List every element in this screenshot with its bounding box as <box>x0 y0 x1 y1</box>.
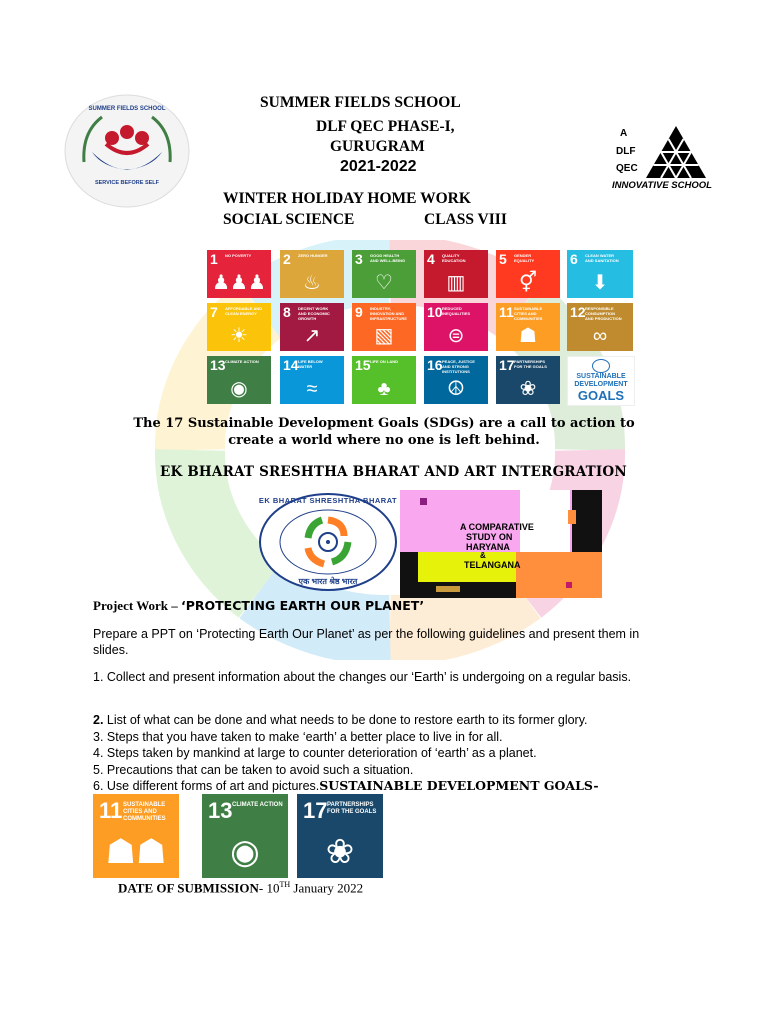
featured-goal-title: SUSTAINABLE CITIES AND COMMUNITIES <box>123 802 166 822</box>
submission-sup: TH <box>279 880 291 889</box>
sdg-logo-line-1: SUSTAINABLE <box>576 373 626 380</box>
branch-line-1: DLF QEC PHASE-I, <box>316 118 455 135</box>
art-dot-orange <box>568 510 576 524</box>
featured-goal-17 <box>297 794 383 878</box>
sdg-tile-11 <box>496 303 560 351</box>
sdg-tile-number: 5 <box>499 251 507 267</box>
art-text-1: A COMPARATIVE <box>460 522 534 532</box>
sdg-tile-number: 6 <box>570 251 578 267</box>
sdg-tile-number: 2 <box>283 251 291 267</box>
sdg-goal-14-icon: ≈ <box>306 378 318 400</box>
sdg-caption-line-1: The 17 Sustainable Development Goals (SDGs) are a call to action to <box>133 416 635 431</box>
logo-ring-text-bottom: SERVICE BEFORE SELF <box>94 180 160 186</box>
branch-line-2: GURUGRAM <box>330 138 425 155</box>
sdg-goal-6-icon: ⬇ <box>591 272 609 294</box>
un-emblem-icon <box>592 359 610 373</box>
sdg-tile-number: 16 <box>427 357 443 373</box>
sdg-tile-title: REDUCED INEQUALITIES <box>442 306 471 316</box>
project-intro: Prepare a PPT on ‘Protecting Earth Our Planet’ as per the following guidelines and present them in slides. <box>93 627 640 657</box>
ebsb-heading: EK BHARAT SRESHTHA BHARAT AND ART INTERGRATION <box>160 464 627 480</box>
sdg-tile-title: CLEAN WATER AND SANITATION <box>585 253 619 263</box>
point-2-text: List of what can be done and what needs to be done to restore earth to its former glory. <box>103 713 588 727</box>
sdg-tile-number: 15 <box>355 357 371 373</box>
art-text-3: HARYANA <box>466 542 510 552</box>
sdg-goal-2-icon: ♨ <box>303 272 321 294</box>
badge-a: A <box>620 128 628 139</box>
sdg-goal-1-icon: ♟♟♟ <box>212 272 266 294</box>
ebsb-logo-text-bottom: एक भारत श्रेष्ठ भारत <box>298 577 358 586</box>
homework-title: WINTER HOLIDAY HOME WORK <box>223 190 471 207</box>
sdg-tile-title: PARTNERSHIPS FOR THE GOALS <box>514 359 547 369</box>
sdg-goal-17-icon: ❀ <box>519 378 537 400</box>
subject-name: SOCIAL SCIENCE <box>223 211 355 228</box>
sdg-tile-title: LIFE BELOW WATER <box>298 359 323 369</box>
sdg-tile-title: RESPONSIBLE CONSUMPTION AND PRODUCTION <box>585 306 622 321</box>
featured-goal-number: 17 <box>303 798 328 823</box>
project-point-6 <box>93 778 693 794</box>
project-point-4: 4. Steps taken by mankind at large to counter deterioration of ‘earth’ as a planet. <box>93 746 537 760</box>
sdg-goal-15-icon: ♣ <box>377 378 391 400</box>
sdg-goal-7-icon: ☀ <box>230 325 248 347</box>
sdg-tile-title: CLIMATE ACTION <box>225 359 259 364</box>
art-block-orange <box>516 552 602 598</box>
sdg-tile-title: LIFE ON LAND <box>370 359 398 364</box>
featured-goals <box>93 794 393 878</box>
sdg-tile-number: 1 <box>210 251 218 267</box>
triangle-logo-icon <box>646 126 706 178</box>
submission-dash: - 10 <box>258 880 280 896</box>
art-text-5: TELANGANA <box>464 560 521 570</box>
project-label: Project Work – <box>93 598 181 613</box>
featured-goal-title: CLIMATE ACTION <box>232 802 283 808</box>
art-text-4: & <box>480 551 486 560</box>
sdg-tile-number: 14 <box>283 357 299 373</box>
sdg-tile-number: 4 <box>427 251 435 267</box>
sdg-tile-number: 3 <box>355 251 363 267</box>
ebsb-logo-text-top: EK BHARAT SHRESHTHA BHARAT <box>258 496 398 505</box>
point-2-number: 2. <box>93 713 104 727</box>
badge-qec: QEC <box>616 163 638 174</box>
featured-goal-11-icon: ☗☗ <box>105 833 167 871</box>
submission-date: January 2022 <box>290 880 364 896</box>
class-name: CLASS VIII <box>424 211 507 228</box>
sdg-logo-line-3: GOALS <box>577 388 625 403</box>
sdg-tile-title: SUSTAINABLE CITIES AND COMMUNITIES <box>514 306 543 321</box>
sdg-tile-title: NO POVERTY <box>225 253 252 258</box>
sdg-goal-5-icon: ⚥ <box>518 272 538 294</box>
sdg-tile-10 <box>424 303 488 351</box>
school-logo <box>62 92 192 210</box>
project-point-3: 3. Steps that you have taken to make ‘earth’ a better place to live in for all. <box>93 730 503 744</box>
sdg-tile-9 <box>352 303 416 351</box>
sdg-tile-12 <box>567 303 633 351</box>
logo-ring-text-top: SUMMER FIELDS SCHOOL <box>88 106 166 112</box>
sdg-tile-4 <box>424 250 488 298</box>
sdg-tile-13 <box>207 356 271 404</box>
session-year: 2021-2022 <box>340 158 417 175</box>
art-dot-purple <box>420 498 427 505</box>
sdg-tile-title: ZERO HUNGER <box>298 253 328 258</box>
sdg-goal-16-icon: ☮ <box>447 378 465 400</box>
sdg-tile-15 <box>352 356 416 404</box>
sdg-tile-number: 9 <box>355 304 363 320</box>
sdg-tile-6 <box>567 250 633 298</box>
featured-goal-11 <box>93 794 179 878</box>
art-block-white <box>520 490 570 552</box>
sdg-goals-logo <box>567 356 635 406</box>
sdg-tile-number: 11 <box>499 304 514 320</box>
sdg-goal-8-icon: ↗ <box>303 325 321 347</box>
project-work-heading <box>93 598 424 614</box>
sdg-goal-4-icon: ▥ <box>446 272 466 294</box>
submission-label: DATE OF SUBMISSION <box>118 880 259 896</box>
sdg-caption-line-2: create a world where no one is left behind. <box>228 433 540 448</box>
art-dot-magenta <box>566 582 572 588</box>
sdg-tile-7 <box>207 303 271 351</box>
sdg-goal-9-icon: ▧ <box>374 325 394 347</box>
sdg-tile-14 <box>280 356 344 404</box>
art-text-2: STUDY ON <box>466 532 513 542</box>
project-point-5: 5. Precautions that can be taken to avoid such a situation. <box>93 763 414 777</box>
sdg-tile-title: PEACE, JUSTICE AND STRONG INSTITUTIONS <box>442 359 475 374</box>
sdg-tile-title: GOOD HEALTH AND WELL-BEING <box>370 253 406 263</box>
sdg-tile-2 <box>280 250 344 298</box>
sdg-tile-title: INDUSTRY, INNOVATION AND INFRASTRUCTURE <box>370 306 407 321</box>
sdg-tile-title: GENDER EQUALITY <box>514 253 535 263</box>
featured-goal-17-icon: ❀ <box>325 833 355 871</box>
badge-caption: INNOVATIVE SCHOOL <box>612 180 712 191</box>
sdg-tile-5 <box>496 250 560 298</box>
sdg-tile-number: 8 <box>283 304 291 320</box>
sdg-tile-1 <box>207 250 271 298</box>
sdg-tile-16 <box>424 356 488 404</box>
point-6-sdg-heading: SUSTAINABLE DEVELOPMENT GOALS- <box>319 778 599 793</box>
featured-goal-number: 13 <box>208 798 233 823</box>
sdg-tile-title: DECENT WORK AND ECONOMIC GROWTH <box>298 306 330 321</box>
sdg-goal-10-icon: ⊜ <box>447 325 465 347</box>
point-6-text: 6. Use different forms of art and pictures. <box>93 779 320 793</box>
art-block-brown <box>436 586 460 592</box>
sdg-tile-number: 13 <box>210 357 226 373</box>
ebsb-logo <box>258 492 398 592</box>
sdg-logo-line-2: DEVELOPMENT <box>574 381 628 388</box>
art-integration-panel <box>400 490 602 598</box>
sdg-tile-number: 12 <box>570 304 586 320</box>
sdg-goal-11-icon: ☗ <box>519 325 537 347</box>
badge-dlf: DLF <box>616 146 636 157</box>
featured-goal-13-icon: ◉ <box>230 833 260 871</box>
sdg-tile-number: 17 <box>499 357 515 373</box>
sdg-tile-number: 10 <box>427 304 443 320</box>
sdg-goal-12-icon: ∞ <box>592 325 608 347</box>
project-title: ‘PROTECTING EARTH OUR PLANET’ <box>180 598 425 613</box>
submission-line <box>118 880 363 896</box>
sdg-tile-3 <box>352 250 416 298</box>
project-point-2 <box>93 712 693 728</box>
sdg-tile-number: 7 <box>210 304 218 320</box>
sdg-tile-title: QUALITY EDUCATION <box>442 253 466 263</box>
sdg-tile-17 <box>496 356 560 404</box>
featured-goal-13 <box>202 794 288 878</box>
featured-goal-title: PARTNERSHIPS FOR THE GOALS <box>327 802 377 815</box>
sdg-tile-8 <box>280 303 344 351</box>
sdg-tile-title: AFFORDABLE AND CLEAN ENERGY <box>225 306 263 316</box>
art-block-white-strip <box>400 552 418 598</box>
school-name: SUMMER FIELDS SCHOOL <box>260 94 461 111</box>
featured-goal-number: 11 <box>99 798 123 823</box>
sdg-goal-13-icon: ◉ <box>230 378 248 400</box>
project-point-1: 1. Collect and present information about the changes our ‘Earth’ is undergoing on a regular basis. <box>93 670 632 684</box>
sdg-goal-3-icon: ♡ <box>375 272 393 294</box>
